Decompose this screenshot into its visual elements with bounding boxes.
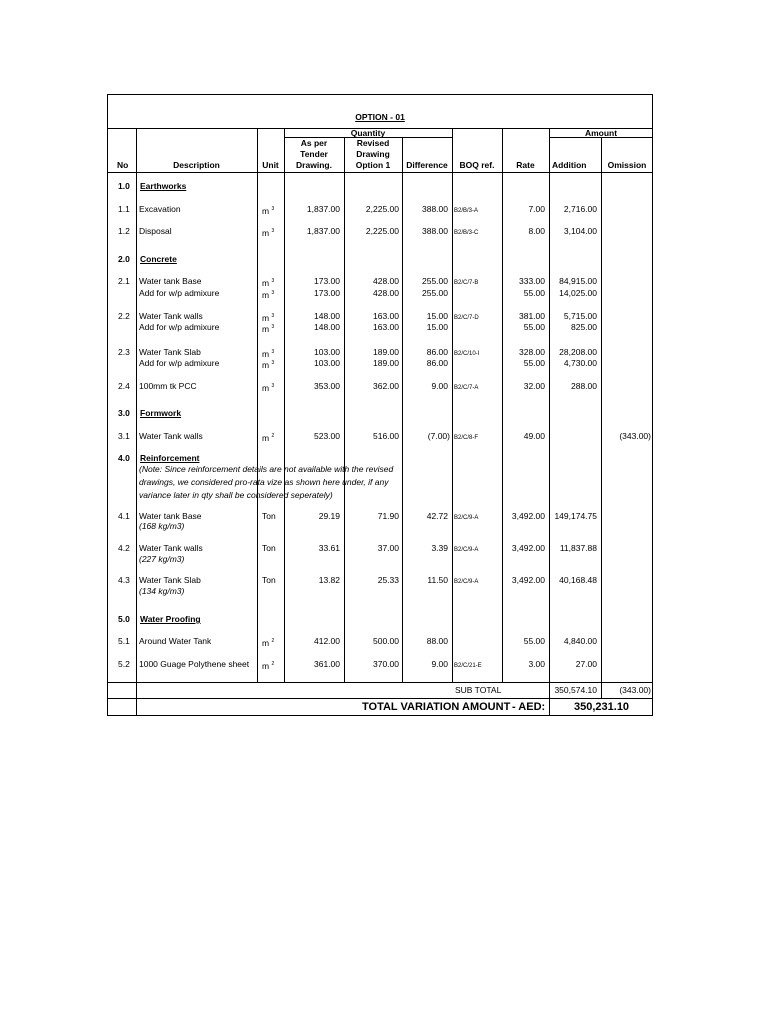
row-difference: 11.50: [427, 575, 448, 585]
row-rate: 381.00: [519, 311, 545, 321]
row-description: 100mm tk PCC: [139, 381, 197, 391]
section-no: 5.0: [118, 614, 130, 624]
row-addition: 5,715.00: [563, 311, 597, 321]
total-variation-label: TOTAL VARIATION AMOUNT: [362, 701, 511, 713]
row-rate: 333.00: [519, 276, 545, 286]
col-line-revised: [402, 137, 403, 682]
row-unit: m $^3$: [262, 312, 275, 323]
row-addition: 27.00: [575, 659, 597, 669]
row-no: 5.1: [118, 636, 130, 646]
row-addition: 11,837.88: [559, 543, 597, 553]
revised-header-3: Option 1: [355, 160, 391, 170]
row-revised: 37.00: [377, 543, 399, 553]
section-title: Formwork: [140, 408, 182, 418]
row-rate: 3.00: [528, 659, 545, 669]
row-rate: 3,492.00: [511, 511, 545, 521]
row-addition: 14,025.00: [559, 288, 597, 298]
row-boq: B2/B/3-A: [454, 208, 479, 214]
row-unit: Ton: [262, 575, 276, 585]
row-boq: B2/B/3-C: [454, 230, 479, 236]
row-tender: 353.00: [314, 381, 340, 391]
row-revised: 428.00: [373, 288, 399, 298]
header-bottom-line: [107, 172, 653, 173]
row-boq: B2/C/7-A: [454, 385, 479, 391]
rate-header: Rate: [516, 160, 535, 170]
row-revised: 516.00: [373, 431, 399, 441]
row-boq: B2/C/7-B: [454, 280, 479, 286]
revised-header-2: Drawing: [356, 149, 390, 159]
row-no: 2.1: [118, 276, 130, 286]
row-tender: 29.19: [318, 511, 340, 521]
row-unit: m $^3$: [262, 227, 275, 238]
row-no: 3.1: [118, 431, 130, 441]
row-subdescription: (227 kg/m3): [139, 554, 185, 564]
row-rate: 55.00: [523, 288, 545, 298]
row-rate: 55.00: [523, 636, 545, 646]
col-line-no: [136, 128, 137, 716]
row-rate: 8.00: [528, 226, 545, 236]
row-unit: m $^2$: [262, 660, 275, 671]
row-tender: 13.82: [318, 575, 340, 585]
section-title: Concrete: [140, 254, 177, 264]
row-description: Disposal: [139, 226, 172, 236]
row-no: 2.4: [118, 381, 130, 391]
row-difference: 9.00: [431, 381, 448, 391]
col-line-tender: [344, 137, 345, 682]
row-description: Water Tank walls: [139, 431, 203, 441]
section-note: variance later in qty shall be considered seperately): [139, 490, 333, 500]
total-aed-label: - AED:: [512, 701, 546, 713]
row-revised: 163.00: [373, 311, 399, 321]
row-tender: 1,837.00: [306, 204, 340, 214]
row-tender: 412.00: [314, 636, 340, 646]
row-rate: 55.00: [523, 322, 545, 332]
row-description: Water Tank Slab: [139, 347, 201, 357]
row-revised: 25.33: [377, 575, 399, 585]
row-description: 1000 Guage Polythene sheet: [139, 659, 250, 669]
difference-header: Difference: [406, 160, 448, 170]
row-revised: 163.00: [373, 322, 399, 332]
tender-header-3: Drawing.: [296, 160, 332, 170]
row-difference: 86.00: [426, 347, 448, 357]
row-addition: 28,208.00: [559, 347, 597, 357]
row-addition: 4,730.00: [563, 358, 597, 368]
row-difference: 15.00: [426, 322, 448, 332]
no-header: No: [117, 160, 129, 170]
row-boq: B2/C/8-F: [454, 435, 479, 441]
row-addition: 4,840.00: [563, 636, 597, 646]
body-bottom-line: [107, 682, 653, 683]
row-revised: 2,225.00: [365, 226, 399, 236]
unit-header: Unit: [262, 160, 279, 170]
row-addition: 40,168.48: [559, 575, 597, 585]
row-no: 1.1: [118, 204, 130, 214]
row-unit: m $^3$: [262, 348, 275, 359]
row-rate: 55.00: [523, 358, 545, 368]
row-addition: 84,915.00: [559, 276, 597, 286]
row-unit: m $^3$: [262, 323, 275, 334]
row-rate: 7.00: [528, 204, 545, 214]
row-description: Water tank Base: [139, 276, 202, 286]
row-subdescription: (168 kg/m3): [139, 521, 185, 531]
row-rate: 328.00: [519, 347, 545, 357]
row-rate: 3,492.00: [511, 543, 545, 553]
row-omission: (343.00): [619, 431, 651, 441]
section-note: drawings, we considered pro-rata vize as shown here under, if any: [139, 477, 389, 487]
row-difference: 86.00: [426, 358, 448, 368]
row-revised: 189.00: [373, 358, 399, 368]
section-no: 4.0: [118, 453, 130, 463]
row-addition: 149,174.75: [554, 511, 597, 521]
col-line-diff: [452, 128, 453, 682]
row-unit: Ton: [262, 543, 276, 553]
section-title: Water Proofing: [140, 614, 201, 624]
option-title: OPTION - 01: [355, 112, 405, 122]
row-difference: 9.00: [431, 659, 448, 669]
section-no: 1.0: [118, 181, 130, 191]
total-variation-value: 350,231.10: [574, 701, 630, 713]
row-rate: 49.00: [523, 431, 545, 441]
row-difference: 388.00: [422, 226, 448, 236]
row-unit: m $^3$: [262, 277, 275, 288]
section-title: Reinforcement: [140, 453, 200, 463]
row-tender: 103.00: [314, 347, 340, 357]
col-line-addition: [601, 137, 602, 698]
row-rate: 32.00: [523, 381, 545, 391]
row-difference: 255.00: [422, 276, 448, 286]
row-boq: B2/C/9-A: [454, 547, 479, 553]
row-rate: 3,492.00: [511, 575, 545, 585]
row-unit: m $^2$: [262, 637, 275, 648]
row-description: Water Tank walls: [139, 543, 203, 553]
row-description: Water Tank walls: [139, 311, 203, 321]
row-boq: B2/C/10-I: [454, 351, 480, 357]
row-boq: B2/C/9-A: [454, 515, 479, 521]
description-header: Description: [173, 160, 220, 170]
tender-header-1: As per: [300, 138, 328, 148]
row-unit: Ton: [262, 511, 276, 521]
row-description: Water tank Base: [139, 511, 202, 521]
row-subdescription: (134 kg/m3): [139, 586, 185, 596]
section-no: 2.0: [118, 254, 130, 264]
row-addition: 3,104.00: [563, 226, 597, 236]
row-addition: 2,716.00: [563, 204, 597, 214]
row-unit: m $^3$: [262, 359, 275, 370]
row-revised: 428.00: [373, 276, 399, 286]
row-tender: 33.61: [318, 543, 340, 553]
row-difference: 88.00: [426, 636, 448, 646]
row-boq: B2/C/7-D: [454, 315, 479, 321]
subtotal-omission: (343.00): [619, 685, 651, 695]
row-difference: 388.00: [422, 204, 448, 214]
row-no: 4.3: [118, 575, 130, 585]
omission-header: Omission: [607, 160, 647, 170]
boq-header: BOQ ref.: [459, 160, 495, 170]
row-addition: 288.00: [571, 381, 597, 391]
row-unit: m $^3$: [262, 289, 275, 300]
row-tender: 173.00: [314, 276, 340, 286]
row-description: Add for w/p admixure: [139, 288, 220, 298]
section-title: Earthworks: [140, 181, 187, 191]
row-tender: 148.00: [314, 322, 340, 332]
row-no: 2.2: [118, 311, 130, 321]
addition-header: Addition: [552, 160, 587, 170]
section-note: (Note: Since reinforcement details are not available with the revised: [139, 464, 394, 474]
row-no: 1.2: [118, 226, 130, 236]
subtotal-bottom-line: [107, 698, 653, 699]
col-line-rate: [549, 128, 550, 716]
row-unit: m $^3$: [262, 382, 275, 393]
subtotal-label: SUB TOTAL: [455, 685, 502, 695]
row-difference: 42.72: [426, 511, 448, 521]
row-no: 4.1: [118, 511, 130, 521]
row-tender: 103.00: [314, 358, 340, 368]
row-description: Water Tank Slab: [139, 575, 201, 585]
row-tender: 1,837.00: [306, 226, 340, 236]
row-difference: 15.00: [426, 311, 448, 321]
quantity-header: Quantity: [350, 128, 386, 138]
row-revised: 2,225.00: [365, 204, 399, 214]
row-description: Excavation: [139, 204, 181, 214]
row-revised: 189.00: [373, 347, 399, 357]
row-revised: 370.00: [373, 659, 399, 669]
row-tender: 523.00: [314, 431, 340, 441]
row-unit: m $^3$: [262, 205, 275, 216]
amount-header: Amount: [584, 128, 618, 138]
row-tender: 361.00: [314, 659, 340, 669]
tender-header-2: Tender: [300, 149, 328, 159]
row-tender: 148.00: [314, 311, 340, 321]
row-description: Add for w/p admixure: [139, 322, 220, 332]
row-unit: m $^2$: [262, 432, 275, 443]
row-no: 2.3: [118, 347, 130, 357]
row-revised: 71.90: [377, 511, 399, 521]
revised-header-1: Revised: [356, 138, 390, 148]
subtotal-addition: 350,574.10: [554, 685, 597, 695]
row-difference: 255.00: [422, 288, 448, 298]
row-no: 5.2: [118, 659, 130, 669]
row-tender: 173.00: [314, 288, 340, 298]
row-no: 4.2: [118, 543, 130, 553]
row-boq: B2/C/9-A: [454, 579, 479, 585]
row-addition: 825.00: [571, 322, 597, 332]
row-difference: (7.00): [427, 431, 450, 441]
row-boq: B2/C/21-E: [454, 663, 482, 669]
row-difference: 3.39: [431, 543, 448, 553]
row-revised: 362.00: [373, 381, 399, 391]
row-description: Around Water Tank: [139, 636, 212, 646]
row-revised: 500.00: [373, 636, 399, 646]
row-description: Add for w/p admixure: [139, 358, 220, 368]
col-line-desc: [257, 128, 258, 682]
section-no: 3.0: [118, 408, 130, 418]
